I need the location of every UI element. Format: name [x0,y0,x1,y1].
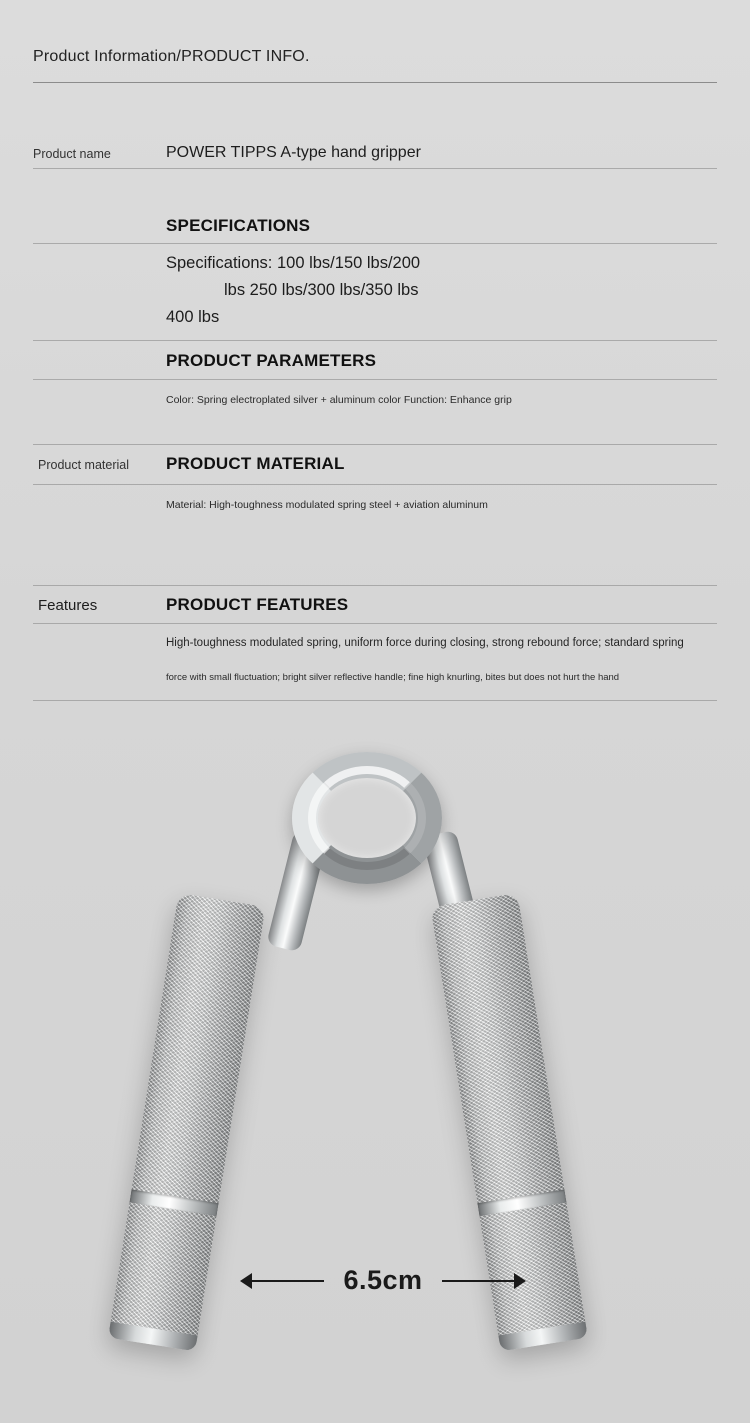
material-body: Material: High-toughness modulated spring steel + aviation aluminum [166,499,488,511]
header-divider [33,82,717,83]
specifications-line-2: lbs 250 lbs/300 lbs/350 lbs [224,281,419,299]
product-image [0,720,750,1423]
handle-left-band [130,1189,219,1216]
arrow-left-icon [240,1273,252,1289]
features-heading: PRODUCT FEATURES [166,595,349,614]
product-name-divider [33,168,717,169]
arrow-right-icon [514,1273,526,1289]
dimension-line-left [246,1280,324,1282]
dimension-value: 6.5cm [343,1264,423,1295]
handle-left-cap [108,1322,197,1352]
specifications-body [166,250,586,331]
parameters-top-divider [33,340,717,341]
material-heading: PRODUCT MATERIAL [166,454,345,473]
features-body-line-1: High-toughness modulated spring, uniform force during closing, strong rebound force; standard spring [166,637,684,649]
spring-inner-highlight [308,766,426,870]
features-label: Features [38,597,98,614]
page-title: Product Information/PRODUCT INFO. [33,48,310,65]
specifications-line-3: 400 lbs [166,308,220,326]
handle-right-cap [498,1322,587,1352]
parameters-divider [33,379,717,380]
specifications-heading: SPECIFICATIONS [166,216,311,235]
features-divider [33,623,717,624]
features-top-divider [33,585,717,586]
dimension-line-right [442,1280,520,1282]
dimension-callout [238,1258,528,1302]
material-divider [33,484,717,485]
features-bottom-divider [33,700,717,701]
material-top-divider [33,444,717,445]
product-name-label: Product name [33,147,111,161]
parameters-heading: PRODUCT PARAMETERS [166,351,377,370]
specifications-line-1: Specifications: 100 lbs/150 lbs/200 [166,254,421,272]
specifications-divider [33,243,717,244]
handle-right-band [477,1189,566,1216]
parameters-body: Color: Spring electroplated silver + aluminum color Function: Enhance grip [166,394,512,406]
product-name-value: POWER TIPPS A-type hand gripper [166,144,421,161]
features-body-line-2: force with small fluctuation; bright silver reflective handle; fine high knurling, bites but does not hurt the hand [166,672,620,683]
product-material-label: Product material [38,458,130,472]
